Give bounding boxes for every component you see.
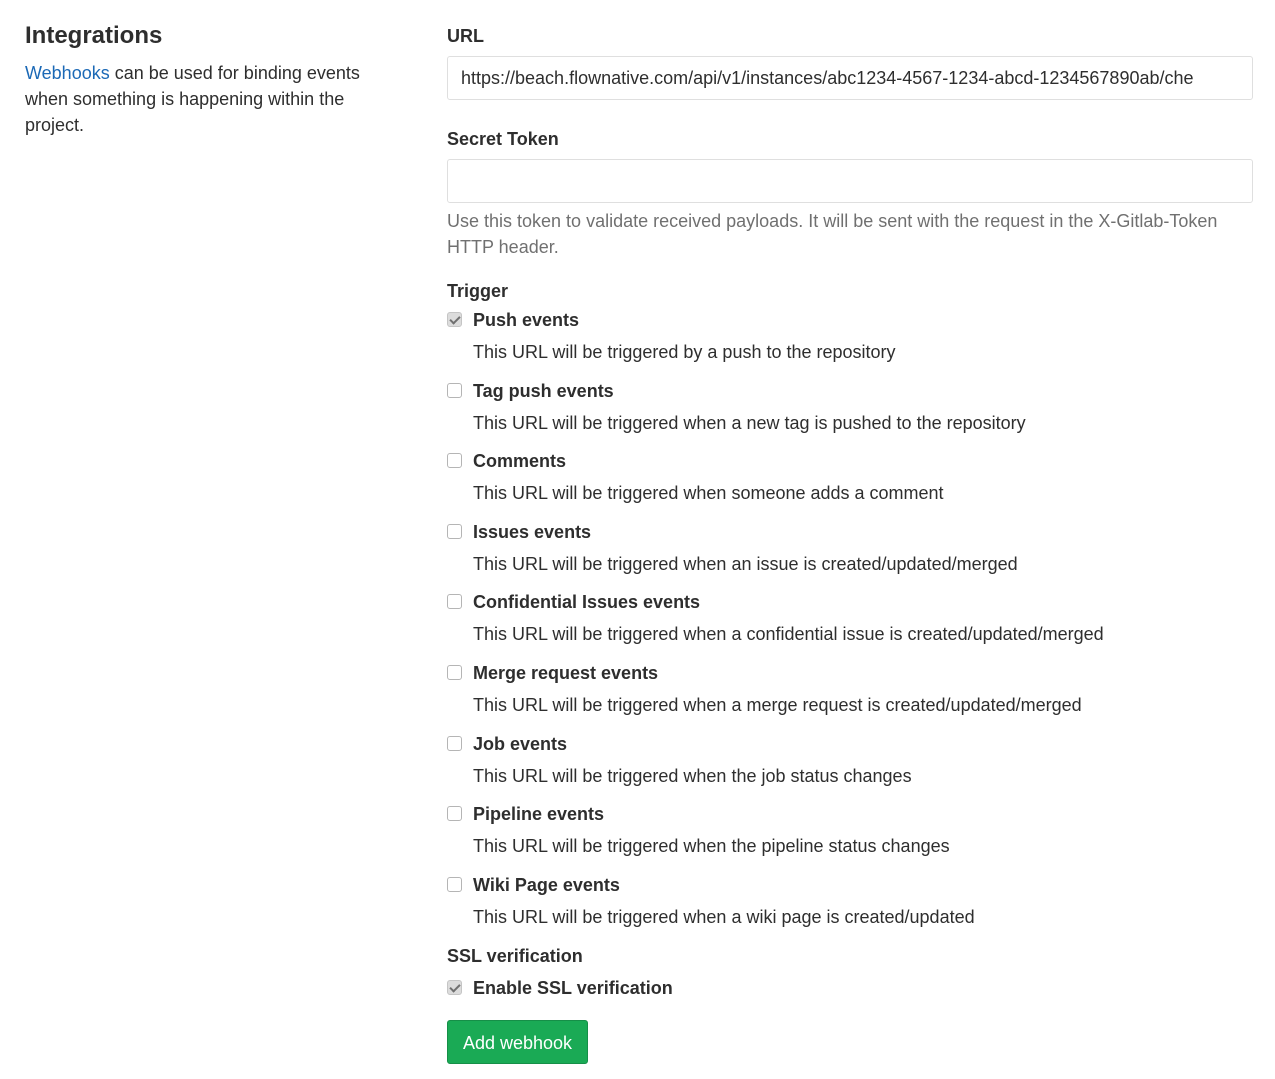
webhook-form (447, 24, 1253, 1053)
trigger-list (447, 310, 1253, 940)
trigger-pipeline-events[interactable] (447, 804, 1253, 864)
ssl-verification-option[interactable] (447, 978, 1253, 1000)
url-label: URL (447, 26, 484, 46)
push-events-checkbox[interactable] (447, 312, 462, 327)
trigger-label: Trigger (447, 281, 509, 301)
secret-token-label: Secret Token (447, 129, 559, 149)
trigger-description: This URL will be triggered when someone adds a comment (473, 483, 944, 503)
trigger-title: Job events (473, 734, 568, 754)
trigger-title: Merge request events (473, 663, 659, 683)
trigger-description: This URL will be triggered when a confidential issue is created/updated/merged (473, 624, 1104, 644)
trigger-description: This URL will be triggered when a merge request is created/updated/merged (473, 695, 1082, 715)
trigger-wiki-page-events[interactable] (447, 875, 1253, 935)
wiki-page-events-checkbox[interactable] (447, 877, 462, 892)
integrations-intro (25, 20, 405, 138)
trigger-description: This URL will be triggered when the pipeline status changes (473, 836, 950, 856)
page-title: Integrations (25, 22, 163, 49)
trigger-merge-request-events[interactable] (447, 663, 1253, 723)
issues-events-checkbox[interactable] (447, 524, 462, 539)
merge-request-events-checkbox[interactable] (447, 665, 462, 680)
trigger-title: Issues events (473, 522, 592, 542)
trigger-description: This URL will be triggered when an issue is created/updated/merged (473, 554, 1018, 574)
trigger-title: Pipeline events (473, 804, 605, 824)
confidential-issues-events-checkbox[interactable] (447, 594, 462, 609)
intro-description (25, 60, 405, 138)
trigger-description: This URL will be triggered when a wiki page is created/updated (473, 907, 975, 927)
trigger-title: Comments (473, 451, 567, 471)
trigger-title: Push events (473, 310, 580, 330)
secret-token-input[interactable] (447, 159, 1253, 203)
intro-description-text: can be used for binding events when something is happening within the project. (25, 63, 360, 135)
trigger-title: Wiki Page events (473, 875, 620, 895)
ssl-verification-label: SSL verification (447, 946, 583, 966)
ssl-option-title: Enable SSL verification (473, 978, 673, 998)
trigger-job-events[interactable] (447, 734, 1253, 794)
comments-checkbox[interactable] (447, 453, 462, 468)
trigger-description: This URL will be triggered when a new tag is pushed to the repository (473, 413, 1026, 433)
secret-token-help: Use this token to validate received payloads. It will be sent with the request in the X-Gitlab-Token HTTP header. (447, 211, 1218, 257)
tag-push-events-checkbox[interactable] (447, 383, 462, 398)
trigger-description: This URL will be triggered by a push to the repository (473, 342, 896, 362)
trigger-issues-events[interactable] (447, 522, 1253, 582)
add-webhook-button[interactable]: Add webhook (447, 1020, 588, 1064)
job-events-checkbox[interactable] (447, 736, 462, 751)
trigger-confidential-issues-events[interactable] (447, 592, 1253, 652)
trigger-tag-push-events[interactable] (447, 381, 1253, 441)
pipeline-events-checkbox[interactable] (447, 806, 462, 821)
webhooks-link[interactable]: Webhooks (25, 63, 110, 83)
trigger-title: Tag push events (473, 381, 614, 401)
trigger-title: Confidential Issues events (473, 592, 701, 612)
trigger-push-events[interactable] (447, 310, 1253, 370)
enable-ssl-checkbox[interactable] (447, 980, 462, 995)
url-input[interactable] (447, 56, 1253, 100)
trigger-comments[interactable] (447, 451, 1253, 511)
trigger-description: This URL will be triggered when the job status changes (473, 766, 912, 786)
